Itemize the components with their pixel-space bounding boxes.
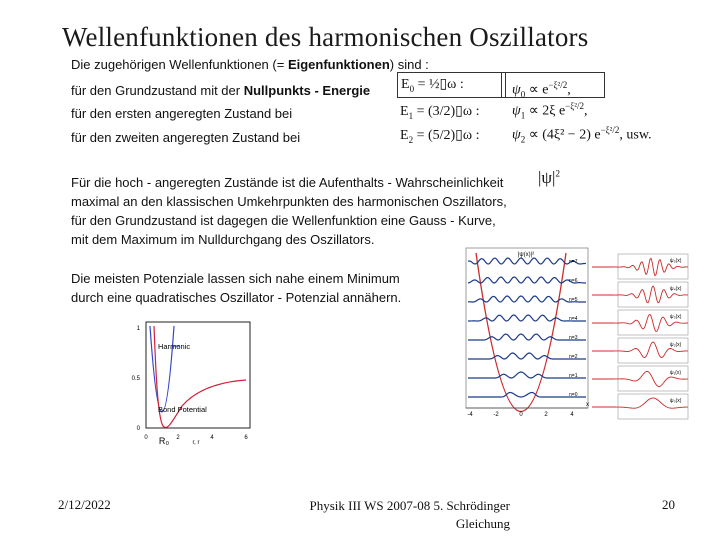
mini-panel-label: ψ₀(x) xyxy=(670,398,682,404)
paragraph-line: mit dem Maximum im Nulldurchgang des Oszillators. xyxy=(71,232,375,247)
slide-title: Wellenfunktionen des harmonischen Oszillators xyxy=(62,22,589,52)
energy-value: = (5/2)▯ω : xyxy=(413,128,480,143)
mini-panel-label: ψ₄(x) xyxy=(670,286,682,292)
energy-subscript: 1 xyxy=(408,110,414,121)
row-first-text: für den ersten angeregten Zustand bei xyxy=(71,106,293,121)
level-label: n=1 xyxy=(569,373,578,379)
row-ground-pre: für den Grundzustand mit der xyxy=(71,83,244,98)
psi-subscript: 0 xyxy=(520,89,526,100)
level-label: n=4 xyxy=(569,316,578,322)
x-tick-label: 2 xyxy=(176,435,180,441)
level-label: n=7 xyxy=(569,259,578,265)
level-label: n=5 xyxy=(569,297,578,303)
y-tick-label: 0 xyxy=(136,426,140,432)
intro-bold: Eigenfunktionen xyxy=(287,57,390,72)
energy-subscript: 2 xyxy=(408,134,414,145)
paragraph-line: für den Grundzustand ist dagegen die Wellenfunktion eine Gauss - Kurve, xyxy=(71,213,496,228)
ground-energy-box xyxy=(397,72,506,98)
potential-line: Die meisten Potenziale lassen sich nahe einem Minimum xyxy=(71,271,400,286)
psi-subscript: 2 xyxy=(520,134,526,145)
intro-pre: Die zugehörigen Wellenfunktionen (= xyxy=(71,57,288,72)
potential-line: durch eine quadratisches Oszillator - Potenzial annähern. xyxy=(71,290,402,305)
mini-panel-label: ψ₅(x) xyxy=(670,258,682,264)
energy-symbol: E xyxy=(400,128,409,143)
paragraph-line: maximal an den klassischen Umkehrpunkten des harmonischen Oszillators, xyxy=(71,194,507,209)
intro-post: ) sind : xyxy=(389,57,429,72)
psi-abs: |ψ| xyxy=(538,168,556,187)
minimum-label: R₀ xyxy=(158,436,170,446)
psi-squared xyxy=(538,168,560,188)
x-tick-label: -4 xyxy=(467,412,473,418)
psi-expression: ∝ e xyxy=(528,82,549,98)
psi-tail: , xyxy=(583,103,588,119)
footer-course xyxy=(250,497,510,533)
legend-bond-potential: Bond Potential xyxy=(158,405,207,414)
level-label: n=2 xyxy=(569,354,578,360)
footer-date: 2/12/2022 xyxy=(58,497,111,512)
level-label: n=3 xyxy=(569,335,578,341)
x-axis-label: x xyxy=(586,402,589,408)
x-tick-label: 2 xyxy=(544,412,548,418)
second-wavefunction: $\psi_2 \propto (4\xi^2 - 2)$ $e^{-\xi^2/2}$, usw. xyxy=(512,125,652,145)
mini-panel-label: ψ₂(x) xyxy=(670,342,682,348)
energy-value: = ½▯ω : xyxy=(414,77,464,92)
first-energy xyxy=(400,103,479,121)
x-tick-label: 6 xyxy=(244,435,248,441)
mini-panel-group xyxy=(592,254,688,419)
level-label: n=0 xyxy=(569,392,578,398)
legend-harmonic: Harmonic xyxy=(158,342,191,351)
y-tick-label: 0.5 xyxy=(131,376,140,382)
level-label: n=6 xyxy=(569,278,578,284)
x-tick-label: -2 xyxy=(493,412,499,418)
x-tick-label: 4 xyxy=(210,435,214,441)
potential-chart xyxy=(128,318,258,446)
y-axis-label: |ψ(x)|² xyxy=(517,252,535,258)
footer-course-line: Physik III WS 2007-08 5. Schrödinger xyxy=(309,498,510,513)
psi-exponent: −ξ²/2 xyxy=(548,80,568,90)
ground-wavefunction-box: $\psi_0 \propto e^{-\xi^2/2}$, xyxy=(501,72,605,98)
energy-subscript: 0 xyxy=(409,83,415,94)
second-energy xyxy=(400,127,479,145)
psi-tail: , xyxy=(567,82,571,98)
psi-abs-exponent: 2 xyxy=(555,168,560,179)
wavefunction-chart xyxy=(456,245,591,420)
psi-exponent: −ξ²/2 xyxy=(600,125,620,135)
energy-symbol: E xyxy=(400,104,409,119)
psi-expression: ∝ 2ξ e xyxy=(528,103,566,119)
wave-frame xyxy=(466,248,588,408)
energy-symbol: E xyxy=(401,77,410,92)
footer-course-line: Gleichung xyxy=(455,516,510,531)
intro-line xyxy=(71,57,429,72)
eigenfunction-panels xyxy=(592,252,692,424)
footer-page-number: 20 xyxy=(662,497,675,512)
psi-expression: ∝ (4ξ² − 2) e xyxy=(528,127,601,143)
x-tick-label: 4 xyxy=(570,412,574,418)
psi-exponent: −ξ²/2 xyxy=(565,101,584,111)
energy-value: = (3/2)▯ω : xyxy=(413,104,480,119)
x-axis-label: r, r xyxy=(192,440,200,446)
mini-panel-label: ψ₁(x) xyxy=(670,370,682,376)
row-ground-text xyxy=(71,83,370,98)
psi-tail: , usw. xyxy=(619,127,652,143)
row-second-text: für den zweiten angeregten Zustand bei xyxy=(71,130,301,145)
paragraph-line: Für die hoch - angeregten Zustände ist die Aufenthalts - Wahrscheinlichkeit xyxy=(71,175,504,190)
row-ground-bold: Nullpunkts - Energie xyxy=(243,83,371,98)
x-tick-label: 0 xyxy=(144,435,148,441)
y-tick-label: 1 xyxy=(136,326,140,332)
first-wavefunction: $\psi_1 \propto 2\xi$ $e^{-\xi^2/2}$, xyxy=(512,101,588,121)
mini-panel-label: ψ₃(x) xyxy=(670,314,682,320)
x-tick-label: 0 xyxy=(519,412,523,418)
psi-subscript: 1 xyxy=(520,110,526,121)
